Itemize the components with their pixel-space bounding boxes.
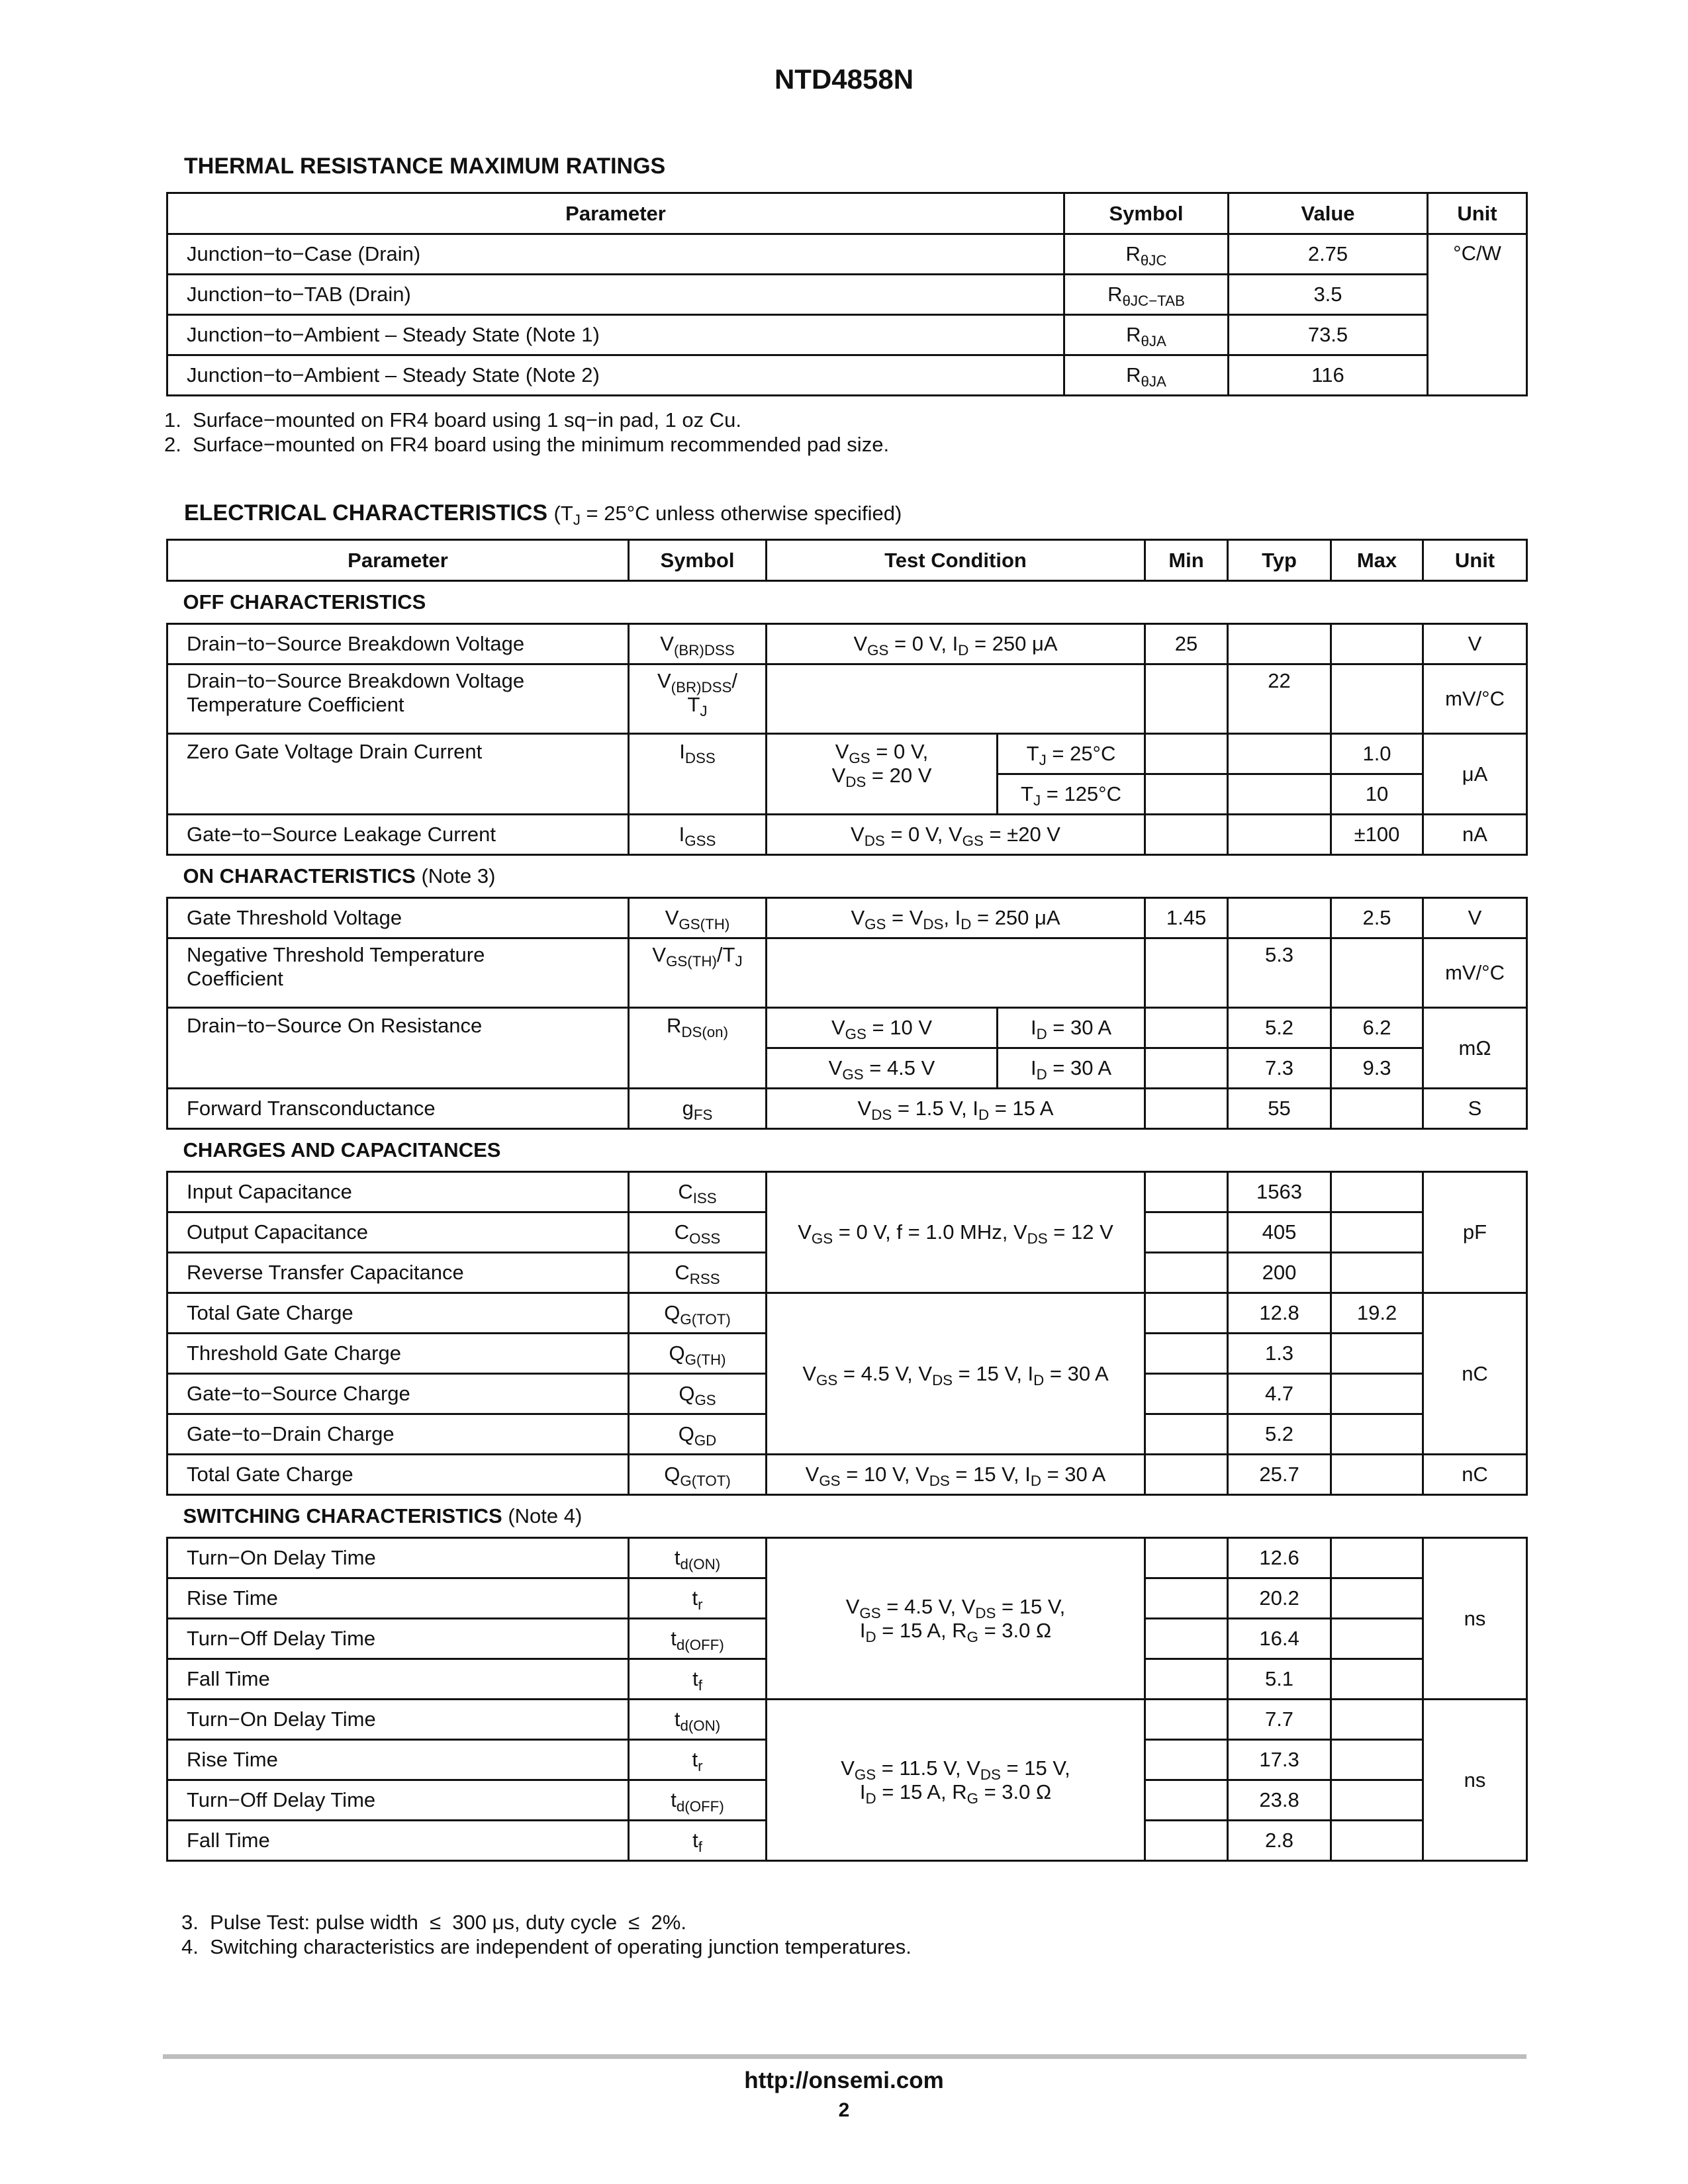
- max-cell: [1331, 1172, 1423, 1212]
- value-cell: 73.5: [1229, 315, 1428, 355]
- table-row: [167, 355, 1527, 396]
- symbol-cell: $g_{FS}$: [629, 1089, 767, 1129]
- min-cell: [1145, 774, 1228, 815]
- table-header-row: [167, 193, 1527, 234]
- condition-cell: $V_{GS} = 0$ V, $V_{DS} = 20$ V: [767, 734, 998, 815]
- table-header-row: [167, 540, 1527, 581]
- max-cell: [1331, 1821, 1423, 1861]
- param-cell: Rise Time: [167, 1578, 629, 1619]
- unit-cell: S: [1423, 1089, 1527, 1129]
- col-header: Min: [1145, 540, 1228, 581]
- min-cell: [1145, 1821, 1228, 1861]
- unit-cell: °C/W: [1428, 234, 1527, 396]
- param-cell: Input Capacitance: [167, 1172, 629, 1212]
- typ-cell: 5.1: [1228, 1659, 1331, 1700]
- unit-cell: mV/°C: [1423, 664, 1527, 734]
- symbol-cell: $t_f$: [629, 1821, 767, 1861]
- symbol-cell: $C_{OSS}$: [629, 1212, 767, 1253]
- table-row: [167, 1293, 1527, 1334]
- table-row: [167, 734, 1527, 774]
- col-header: Symbol: [629, 540, 767, 581]
- symbol-cell: $I_{DSS}$: [629, 734, 767, 815]
- max-cell: ±100: [1331, 815, 1423, 855]
- unit-cell: nC: [1423, 1455, 1527, 1495]
- param-cell: Rise Time: [167, 1740, 629, 1780]
- param-cell: Gate−to−Source Charge: [167, 1374, 629, 1414]
- col-header: Max: [1331, 540, 1423, 581]
- min-cell: [1145, 1740, 1228, 1780]
- symbol-cell: $V_{(BR)DSS}/$ $T_J$: [629, 664, 767, 734]
- max-cell: 19.2: [1331, 1293, 1423, 1334]
- typ-cell: 2.8: [1228, 1821, 1331, 1861]
- symbol-cell: $R_{\theta JC-TAB}$: [1064, 275, 1229, 315]
- unit-cell: nA: [1423, 815, 1527, 855]
- max-cell: [1331, 1700, 1423, 1740]
- param-cell: Threshold Gate Charge: [167, 1334, 629, 1374]
- electrical-notes: [181, 1910, 912, 1959]
- symbol-cell: $R_{\theta JA}$: [1064, 315, 1229, 355]
- unit-cell: mΩ: [1423, 1008, 1527, 1089]
- min-cell: 25: [1145, 624, 1228, 664]
- unit-cell: nC: [1423, 1293, 1527, 1455]
- typ-cell: [1228, 774, 1331, 815]
- symbol-cell: $C_{ISS}$: [629, 1172, 767, 1212]
- min-cell: [1145, 815, 1228, 855]
- table-row: [167, 1455, 1527, 1495]
- max-cell: [1331, 1659, 1423, 1700]
- table-row: [167, 1089, 1527, 1129]
- param-cell: Junction−to−TAB (Drain): [167, 275, 1064, 315]
- max-cell: 6.2: [1331, 1008, 1423, 1048]
- max-cell: [1331, 664, 1423, 734]
- min-cell: [1145, 1659, 1228, 1700]
- table-row: [167, 234, 1527, 275]
- thermal-table: [166, 192, 1528, 396]
- max-cell: [1331, 1780, 1423, 1821]
- section-label: CHARGES AND CAPACITANCES: [167, 1129, 1527, 1172]
- col-header: Symbol: [1064, 193, 1229, 234]
- section-row: [167, 1495, 1527, 1538]
- section-label: OFF CHARACTERISTICS: [167, 581, 1527, 624]
- param-cell: Drain−to−Source Breakdown Voltage Temperature Coefficient: [167, 664, 629, 734]
- typ-cell: [1228, 624, 1331, 664]
- typ-cell: 20.2: [1228, 1578, 1331, 1619]
- typ-cell: [1228, 815, 1331, 855]
- condition-cell: $V_{GS} = 0$ V, $I_D = 250$ μA: [767, 624, 1145, 664]
- max-cell: [1331, 1253, 1423, 1293]
- min-cell: [1145, 1253, 1228, 1293]
- typ-cell: 55: [1228, 1089, 1331, 1129]
- param-cell: Gate Threshold Voltage: [167, 898, 629, 938]
- max-cell: [1331, 1374, 1423, 1414]
- col-header: Unit: [1423, 540, 1527, 581]
- symbol-cell: $V_{(BR)DSS}$: [629, 624, 767, 664]
- max-cell: [1331, 1212, 1423, 1253]
- condition-cell: $V_{DS} = 1.5$ V, $I_D = 15$ A: [767, 1089, 1145, 1129]
- max-cell: 9.3: [1331, 1048, 1423, 1089]
- param-cell: Turn−On Delay Time: [167, 1700, 629, 1740]
- footer-link[interactable]: http://onsemi.com: [744, 2068, 944, 2093]
- page-title: NTD4858N: [774, 64, 914, 95]
- min-cell: [1145, 938, 1228, 1008]
- col-header: Unit: [1428, 193, 1527, 234]
- col-header: Parameter: [167, 540, 629, 581]
- table-row: [167, 1008, 1527, 1048]
- min-cell: [1145, 1780, 1228, 1821]
- typ-cell: 1.3: [1228, 1334, 1331, 1374]
- symbol-cell: $t_r$: [629, 1578, 767, 1619]
- max-cell: [1331, 1578, 1423, 1619]
- symbol-cell: $R_{DS(on)}$: [629, 1008, 767, 1089]
- symbol-cell: $R_{\theta JC}$: [1064, 234, 1229, 275]
- section-row: [167, 581, 1527, 624]
- value-cell: 116: [1229, 355, 1428, 396]
- condition-cell: $V_{GS} = 4.5$ V, $V_{DS} = 15$ V, $I_D = 15$ A, $R_G = 3.0$ Ω: [767, 1538, 1145, 1700]
- symbol-cell: $t_{d(ON)}$: [629, 1700, 767, 1740]
- symbol-cell: $V_{GS(TH)}$: [629, 898, 767, 938]
- min-cell: [1145, 664, 1228, 734]
- table-row: [167, 938, 1527, 1008]
- thermal-notes: [164, 408, 889, 457]
- thermal-section-title: THERMAL RESISTANCE MAXIMUM RATINGS: [184, 154, 666, 179]
- min-cell: [1145, 1212, 1228, 1253]
- table-row: [167, 1172, 1527, 1212]
- table-row: [167, 898, 1527, 938]
- condition-cell: $V_{GS} = 0$ V, f = 1.0 MHz, $V_{DS} = 12$ V: [767, 1172, 1145, 1293]
- table-row: [167, 624, 1527, 664]
- col-header: Value: [1229, 193, 1428, 234]
- table-row: [167, 815, 1527, 855]
- min-cell: [1145, 1700, 1228, 1740]
- typ-cell: [1228, 734, 1331, 774]
- typ-cell: 23.8: [1228, 1780, 1331, 1821]
- param-cell: Output Capacitance: [167, 1212, 629, 1253]
- param-cell: Fall Time: [167, 1659, 629, 1700]
- max-cell: [1331, 938, 1423, 1008]
- typ-cell: 405: [1228, 1212, 1331, 1253]
- condition-cell: $V_{GS} = 10$ V, $V_{DS} = 15$ V, $I_D = 30$ A: [767, 1455, 1145, 1495]
- param-cell: Junction−to−Case (Drain): [167, 234, 1064, 275]
- param-cell: Reverse Transfer Capacitance: [167, 1253, 629, 1293]
- condition-cell: $V_{GS} = 4.5$ V, $V_{DS} = 15$ V, $I_D = 30$ A: [767, 1293, 1145, 1455]
- param-cell: Total Gate Charge: [167, 1293, 629, 1334]
- typ-cell: [1228, 898, 1331, 938]
- typ-cell: 12.6: [1228, 1538, 1331, 1578]
- min-cell: [1145, 1414, 1228, 1455]
- min-cell: [1145, 734, 1228, 774]
- param-cell: Turn−Off Delay Time: [167, 1619, 629, 1659]
- unit-cell: mV/°C: [1423, 938, 1527, 1008]
- min-cell: [1145, 1455, 1228, 1495]
- col-header: Parameter: [167, 193, 1064, 234]
- typ-cell: 5.2: [1228, 1414, 1331, 1455]
- condition-cell: $I_D = 30$ A: [998, 1048, 1145, 1089]
- min-cell: [1145, 1008, 1228, 1048]
- typ-cell: 7.7: [1228, 1700, 1331, 1740]
- condition-cell: $V_{GS} = 4.5$ V: [767, 1048, 998, 1089]
- condition-cell: $V_{GS} = 10$ V: [767, 1008, 998, 1048]
- min-cell: [1145, 1089, 1228, 1129]
- max-cell: [1331, 1619, 1423, 1659]
- typ-cell: 5.2: [1228, 1008, 1331, 1048]
- footnote: 1. Surface−mounted on FR4 board using 1 sq−in pad, 1 oz Cu.: [164, 408, 741, 432]
- min-cell: [1145, 1538, 1228, 1578]
- section-row: [167, 1129, 1527, 1172]
- symbol-cell: $Q_{GS}$: [629, 1374, 767, 1414]
- symbol-cell: $Q_{GD}$: [629, 1414, 767, 1455]
- condition-cell: $V_{GS} = V_{DS}$, $I_D = 250$ μA: [767, 898, 1145, 938]
- max-cell: [1331, 1740, 1423, 1780]
- max-cell: 2.5: [1331, 898, 1423, 938]
- param-cell: Turn−On Delay Time: [167, 1538, 629, 1578]
- symbol-cell: $t_r$: [629, 1740, 767, 1780]
- typ-cell: 1563: [1228, 1172, 1331, 1212]
- value-cell: 3.5: [1229, 275, 1428, 315]
- condition-cell: [767, 664, 1145, 734]
- param-cell: Total Gate Charge: [167, 1455, 629, 1495]
- param-cell: Gate−to−Drain Charge: [167, 1414, 629, 1455]
- electrical-section-title: ELECTRICAL CHARACTERISTICS ($T_J = 25^\circ C$ unless otherwise specified): [184, 500, 902, 529]
- min-cell: [1145, 1619, 1228, 1659]
- footnote: 4. Switching characteristics are independent of operating junction temperatures.: [181, 1935, 912, 1958]
- max-cell: [1331, 1538, 1423, 1578]
- typ-cell: 5.3: [1228, 938, 1331, 1008]
- typ-cell: 7.3: [1228, 1048, 1331, 1089]
- col-header: Test Condition: [767, 540, 1145, 581]
- typ-cell: 12.8: [1228, 1293, 1331, 1334]
- symbol-cell: $t_{d(ON)}$: [629, 1538, 767, 1578]
- min-cell: [1145, 1578, 1228, 1619]
- unit-cell: ns: [1423, 1700, 1527, 1861]
- symbol-cell: $Q_{G(TOT)}$: [629, 1455, 767, 1495]
- unit-cell: ns: [1423, 1538, 1527, 1700]
- max-cell: [1331, 1455, 1423, 1495]
- unit-cell: V: [1423, 898, 1527, 938]
- param-cell: Zero Gate Voltage Drain Current: [167, 734, 629, 815]
- table-row: [167, 1538, 1527, 1578]
- max-cell: 10: [1331, 774, 1423, 815]
- value-cell: 2.75: [1229, 234, 1428, 275]
- param-cell: Turn−Off Delay Time: [167, 1780, 629, 1821]
- param-cell: Negative Threshold Temperature Coefficient: [167, 938, 629, 1008]
- symbol-cell: $C_{RSS}$: [629, 1253, 767, 1293]
- symbol-cell: $t_f$: [629, 1659, 767, 1700]
- section-row: [167, 855, 1527, 898]
- symbol-cell: $R_{\theta JA}$: [1064, 355, 1229, 396]
- max-cell: 1.0: [1331, 734, 1423, 774]
- param-cell: Forward Transconductance: [167, 1089, 629, 1129]
- section-label: SWITCHING CHARACTERISTICS (Note 4): [167, 1495, 1527, 1538]
- col-header: Typ: [1228, 540, 1331, 581]
- condition-cell: [767, 938, 1145, 1008]
- min-cell: [1145, 1293, 1228, 1334]
- condition-cell: $T_J = 125^\circ C$: [998, 774, 1145, 815]
- symbol-cell: $t_{d(OFF)}$: [629, 1619, 767, 1659]
- min-cell: [1145, 1048, 1228, 1089]
- typ-cell: 16.4: [1228, 1619, 1331, 1659]
- footnote: 3. Pulse Test: pulse width ≤ 300 μs, duty cycle ≤ 2%.: [181, 1911, 686, 1934]
- table-row: [167, 315, 1527, 355]
- page-number: 2: [838, 2099, 850, 2121]
- typ-cell: 25.7: [1228, 1455, 1331, 1495]
- param-cell: Drain−to−Source Breakdown Voltage: [167, 624, 629, 664]
- section-label: ON CHARACTERISTICS (Note 3): [167, 855, 1527, 898]
- max-cell: [1331, 1089, 1423, 1129]
- electrical-table: [166, 539, 1528, 1862]
- symbol-cell: $V_{GS(TH)}/T_J$: [629, 938, 767, 1008]
- unit-cell: pF: [1423, 1172, 1527, 1293]
- min-cell: 1.45: [1145, 898, 1228, 938]
- table-row: [167, 1700, 1527, 1740]
- min-cell: [1145, 1172, 1228, 1212]
- typ-cell: 22: [1228, 664, 1331, 734]
- symbol-cell: $Q_{G(TOT)}$: [629, 1293, 767, 1334]
- symbol-cell: $t_{d(OFF)}$: [629, 1780, 767, 1821]
- condition-cell: $T_J = 25^\circ C$: [998, 734, 1145, 774]
- table-row: [167, 275, 1527, 315]
- table-row: [167, 664, 1527, 734]
- symbol-cell: $Q_{G(TH)}$: [629, 1334, 767, 1374]
- condition-cell: $V_{DS} = 0$ V, $V_{GS} = \pm 20$ V: [767, 815, 1145, 855]
- typ-cell: 17.3: [1228, 1740, 1331, 1780]
- max-cell: [1331, 1334, 1423, 1374]
- param-cell: Fall Time: [167, 1821, 629, 1861]
- footer-divider: [163, 2054, 1526, 2059]
- unit-cell: V: [1423, 624, 1527, 664]
- min-cell: [1145, 1374, 1228, 1414]
- param-cell: Junction−to−Ambient – Steady State (Note 1): [167, 315, 1064, 355]
- param-cell: Gate−to−Source Leakage Current: [167, 815, 629, 855]
- max-cell: [1331, 1414, 1423, 1455]
- footnote: 2. Surface−mounted on FR4 board using the minimum recommended pad size.: [164, 433, 890, 456]
- typ-cell: 200: [1228, 1253, 1331, 1293]
- param-cell: Junction−to−Ambient – Steady State (Note 2): [167, 355, 1064, 396]
- unit-cell: μA: [1423, 734, 1527, 815]
- typ-cell: 4.7: [1228, 1374, 1331, 1414]
- max-cell: [1331, 624, 1423, 664]
- param-cell: Drain−to−Source On Resistance: [167, 1008, 629, 1089]
- condition-cell: $I_D = 30$ A: [998, 1008, 1145, 1048]
- condition-cell: $V_{GS} = 11.5$ V, $V_{DS} = 15$ V, $I_D = 15$ A, $R_G = 3.0$ Ω: [767, 1700, 1145, 1861]
- symbol-cell: $I_{GSS}$: [629, 815, 767, 855]
- min-cell: [1145, 1334, 1228, 1374]
